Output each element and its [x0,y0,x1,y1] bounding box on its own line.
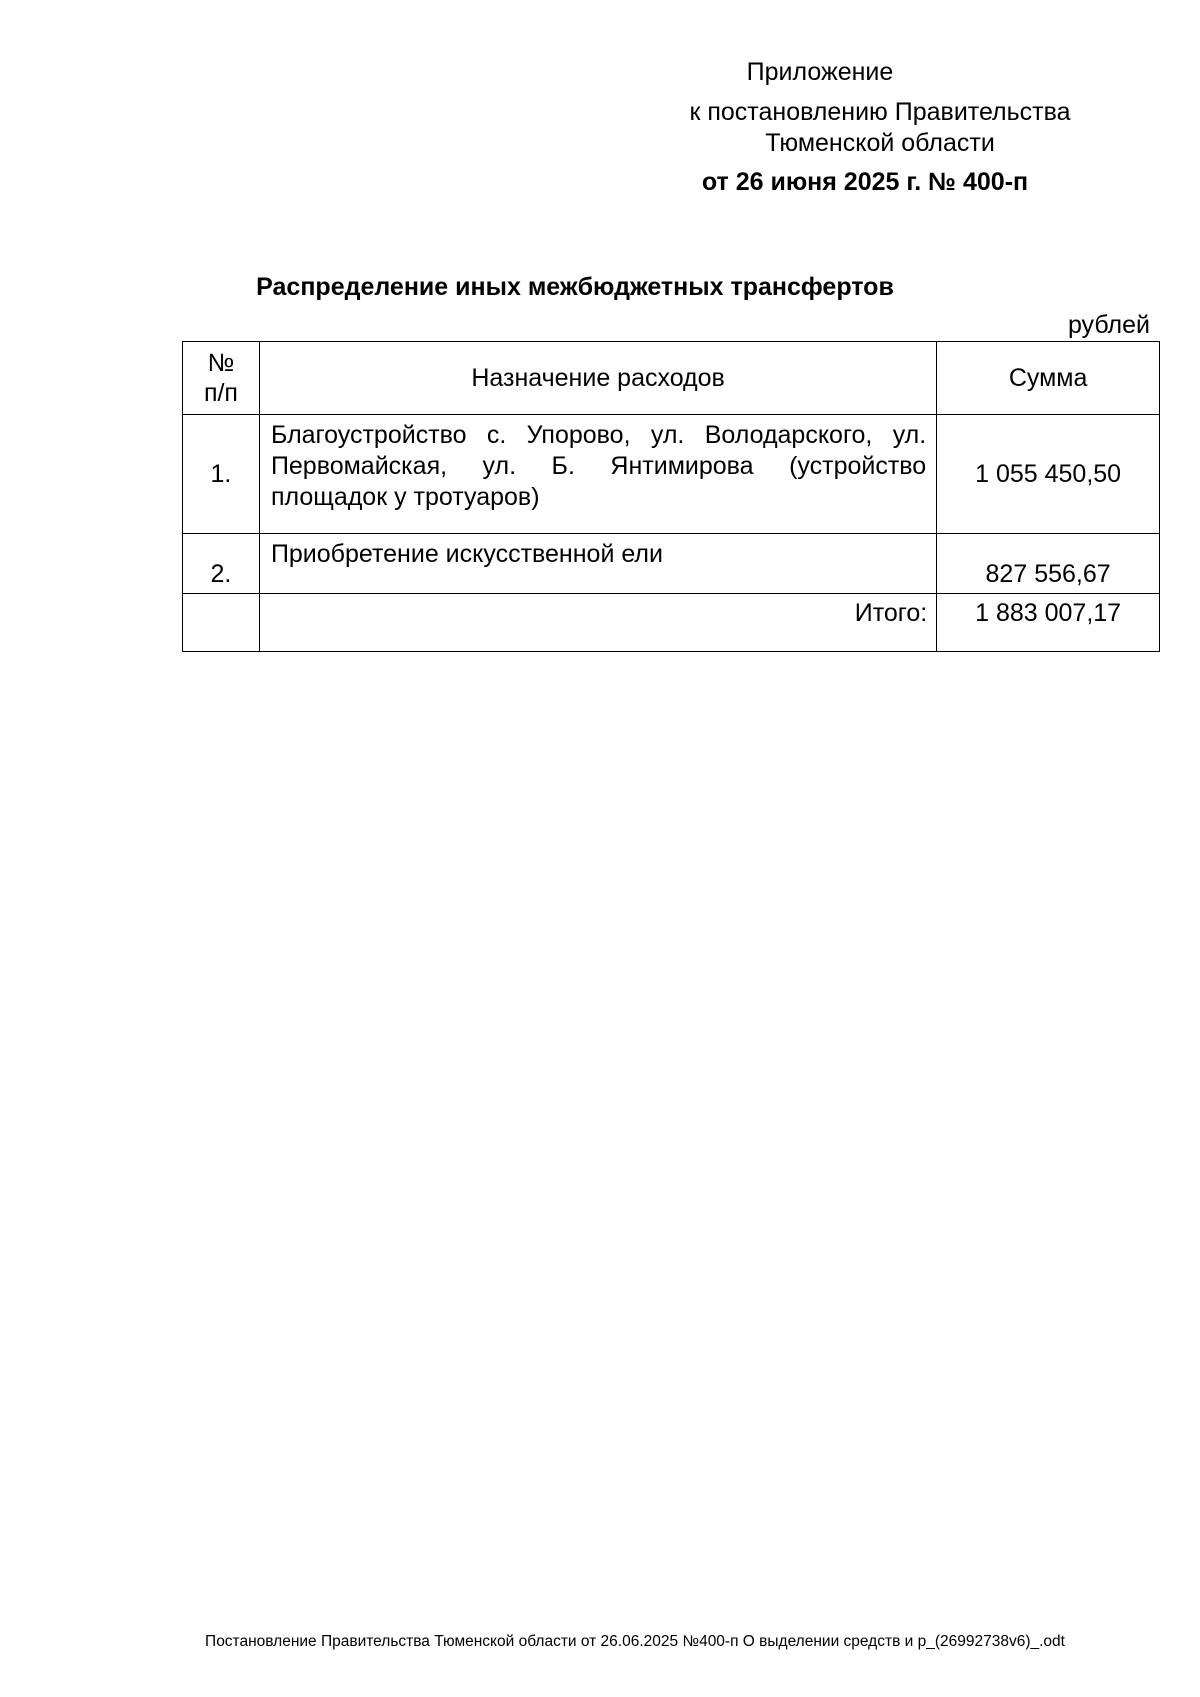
total-sum: 1 883 007,17 [937,594,1160,652]
currency-units: рублей [1067,311,1150,339]
appendix-title: Приложение [746,58,894,86]
table-header-row [183,342,1160,415]
table-row [183,415,1160,534]
page-footer: Постановление Правительства Тюменской области от 26.06.2025 №400-п О выделении средств и р_(26992738v6)_.odt [205,1633,1065,1650]
total-label: Итого: [259,594,936,652]
column-header-number-text: № п/п [203,349,238,407]
expenses-table [182,341,1160,652]
column-header-number [183,342,260,415]
appendix-date: от 26 июня 2025 г. № 400-п [701,168,1029,196]
document-title-wrapper [180,272,1140,302]
table-row [183,534,1160,594]
total-empty-cell [183,594,260,652]
row-purpose: Приобретение искусственной ели [259,534,936,594]
row-purpose [259,415,936,534]
column-header-sum: Сумма [937,342,1160,415]
row-sum: 827 556,67 [937,534,1160,594]
table-total-row [183,594,1160,652]
column-header-purpose: Назначение расходов [259,342,936,415]
row-sum: 1 055 450,50 [937,415,1160,534]
document-title: Распределение иных межбюджетных трансфертов [256,273,894,301]
row-number: 2. [183,534,260,594]
row-purpose-text: Благоустройство с. Упорово, ул. Володарского, ул. Первомайская, ул. Б. Янтимирова (устройство площадок у тротуаров) [270,421,927,511]
row-number: 1. [183,415,260,534]
appendix-reference: к постановлению Правительства Тюменской области [689,98,1071,157]
